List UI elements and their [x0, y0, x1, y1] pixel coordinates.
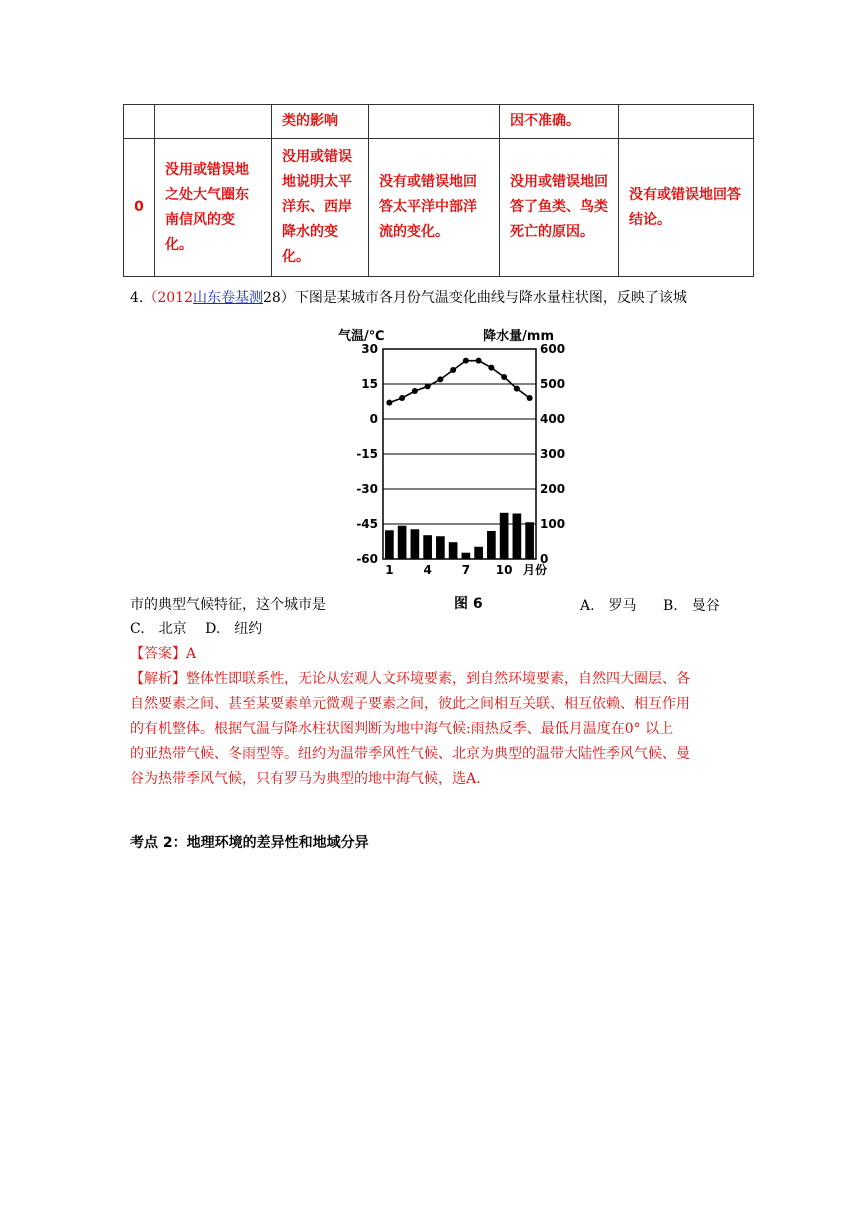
section-heading: 考点 2：地理环境的差异性和地域分异	[130, 835, 369, 851]
precip-bar	[398, 526, 407, 559]
question-number: 4.	[130, 290, 144, 306]
right-tick-label: 600	[540, 342, 566, 356]
question-text-2: 市的典型气候特征，这个城市是	[130, 597, 326, 613]
analysis-block	[130, 667, 740, 792]
option-b: B. 曼谷	[663, 598, 720, 614]
right-tick-label: 500	[540, 377, 566, 391]
left-tick-label: -60	[356, 552, 378, 566]
option-c: C. 北京	[130, 621, 187, 637]
precip-bar	[500, 513, 509, 559]
x-tick-label: 4	[423, 563, 432, 577]
right-tick-label: 400	[540, 412, 566, 426]
right-tick-label: 200	[540, 482, 566, 496]
climate-chart	[336, 322, 566, 584]
question-line	[130, 287, 687, 307]
analysis-line: 谷为热带季风气候，只有罗马为典型的地中海气候，选A.	[130, 771, 481, 787]
left-tick-label: -15	[356, 447, 378, 461]
precip-bar	[525, 522, 534, 559]
precip-bar	[449, 542, 458, 559]
table-cell: 没用或错误地之处大气圈东南信风的变化。	[155, 139, 272, 277]
right-tick-label: 300	[540, 447, 566, 461]
temperature-point	[527, 395, 533, 401]
analysis-line: 的有机整体。根据气温与降水柱状图判断为地中海气候:雨热反季、最低月温度在0° 以上	[130, 721, 674, 737]
table-cell: 没用或错误地回答了鱼类、鸟类死亡的原因。	[500, 139, 619, 277]
precip-bar	[385, 530, 394, 559]
table-cell	[369, 105, 500, 139]
option-d: D. 纽约	[205, 621, 263, 637]
temperature-point	[514, 386, 520, 392]
precip-bar	[423, 535, 432, 559]
left-tick-label: -45	[356, 517, 378, 531]
left-tick-label: 15	[361, 377, 378, 391]
table-cell: 类的影响	[272, 105, 369, 139]
answer-line	[130, 642, 196, 667]
table-cell: 没用或错误地说明太平洋东、西岸降水的变化。	[272, 139, 369, 277]
table-cell: 没有或错误地回答太平洋中部洋流的变化。	[369, 139, 500, 277]
table-cell: 没有或错误地回答结论。	[619, 139, 754, 277]
temperature-point	[412, 388, 418, 394]
source-link[interactable]: 山东卷基测	[193, 290, 263, 306]
x-tick-label: 7	[461, 563, 471, 577]
score-cell: 0	[124, 139, 155, 277]
precip-bar	[487, 531, 496, 559]
temperature-point	[476, 358, 482, 364]
right-tick-label: 0	[540, 552, 549, 566]
left-tick-label: 0	[369, 412, 378, 426]
temperature-line	[389, 361, 529, 403]
source-close: 28）	[263, 290, 295, 306]
table-cell	[619, 105, 754, 139]
options-row	[130, 617, 262, 642]
left-axis-title: 气温/℃	[338, 329, 385, 344]
analysis-line: 的亚热带气候、冬雨型等。纽约为温带季风性气候、北京为典型的温带大陆性季风气候、曼	[130, 746, 690, 762]
left-tick-label: -30	[356, 482, 378, 496]
precip-bar	[474, 547, 483, 559]
figure-caption: 图 6	[454, 596, 483, 612]
analysis-line: 自然要素之间、甚至某要素单元微观子要素之间，彼此之间相互关联、相互依赖、相互作用	[130, 696, 690, 712]
table-cell	[124, 105, 155, 139]
right-axis-title: 降水量/mm	[483, 329, 554, 344]
temperature-point	[450, 367, 456, 373]
question-text: 下图是某城市各月份气温变化曲线与降水量柱状图，反映了该城	[294, 290, 687, 306]
analysis-label: 【解析】	[130, 671, 186, 687]
table-cell	[155, 105, 272, 139]
x-tick-label: 10	[495, 563, 513, 577]
precip-bar	[513, 514, 522, 560]
temperature-point	[425, 383, 431, 389]
answer-value: A	[186, 646, 197, 662]
temperature-point	[463, 358, 469, 364]
answer-label: 【答案】	[130, 646, 186, 662]
x-axis-label: 月份	[522, 563, 548, 577]
source-open: （2012	[143, 290, 193, 306]
temperature-point	[437, 376, 443, 382]
right-tick-label: 100	[540, 517, 566, 531]
table-row	[124, 105, 754, 139]
temperature-point	[488, 365, 494, 371]
table-cell: 因不准确。	[500, 105, 619, 139]
precip-bar	[436, 536, 445, 559]
precip-bar	[462, 553, 471, 559]
analysis-line: 【解析】整体性即联系性，无论从宏观人文环境要素，到自然环境要素，自然四大圈层、各	[130, 671, 690, 687]
left-tick-label: 30	[361, 342, 378, 356]
x-tick-label: 1	[385, 563, 394, 577]
temperature-point	[399, 395, 405, 401]
scoring-table	[123, 104, 754, 277]
temperature-point	[501, 374, 507, 380]
table-row	[124, 139, 754, 277]
option-a: A. 罗马	[580, 598, 637, 614]
precip-bar	[411, 529, 420, 559]
temperature-point	[386, 400, 392, 406]
